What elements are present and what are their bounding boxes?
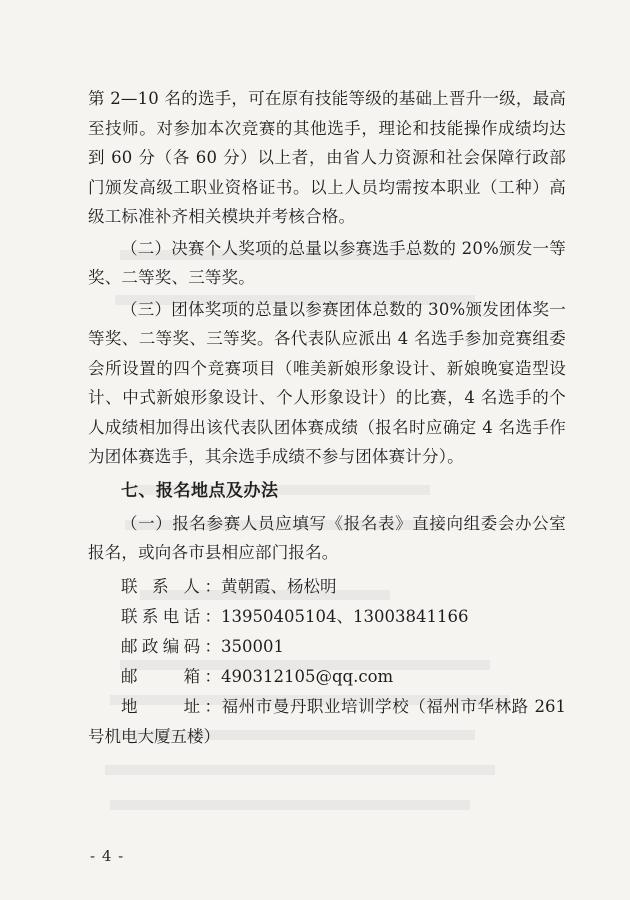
contact-phone-label: 联系电话： [121, 606, 221, 626]
postal-code-row [88, 632, 566, 662]
contact-phone-value: 13950405104、13003841166 [221, 606, 469, 626]
contact-person-row [88, 572, 566, 602]
postal-code-value: 350001 [221, 636, 284, 656]
email-label: 邮 箱： [121, 666, 221, 686]
page-number: - 4 - [90, 847, 125, 865]
address-value: 福州市曼丹职业培训学校（福州市华林路 261 号机电大厦五楼） [88, 696, 566, 746]
contact-phone-row [88, 602, 566, 632]
paragraph-registration: （一）报名参赛人员应填写《报名表》直接向组委会办公室报名，或向各市县相应部门报名。 [88, 513, 566, 562]
address-row [88, 692, 566, 752]
paragraph-continuation: 第 2—10 名的选手，可在原有技能等级的基础上晋升一级，最高至技师。对参加本次竞赛的其他选手，理论和技能操作成绩均达到 60 分（各 60 分）以上者，由省人力资源和社会保障行政部门颁发高级工职业资格证书。以上人员均需按本职业（工种）高级工标准补齐相关模块并考核合格。 [88, 89, 566, 226]
paragraph-team-awards: （三）团体奖项的总量以参赛团体总数的 30%颁发团体奖一等奖、二等奖、三等奖。各代表队应派出 4 名选手参加竞赛组委会所设置的四个竞赛项目（唯美新娘形象设计、新娘晚宴造型设计、中式新娘形象设计、个人形象设计）的比赛，4 名选手的个人成绩相加得出该代表队团体赛成绩（报名时应确定 4 名选手作为团体赛选手，其余选手成绩不参与团体赛计分）。 [88, 299, 566, 466]
document-body [88, 84, 566, 752]
section-heading: 七、报名地点及办法 [121, 480, 279, 501]
contact-list [88, 572, 566, 752]
contact-person-value: 黄朝霞、杨松明 [221, 576, 337, 596]
postal-code-label: 邮政编码： [121, 636, 221, 656]
email-value: 490312105@qq.com [221, 666, 394, 686]
address-label: 地 址： [121, 696, 221, 716]
email-row [88, 662, 566, 692]
contact-person-label: 联 系 人： [121, 576, 221, 596]
paragraph-individual-awards: （二）决赛个人奖项的总量以参赛选手总数的 20%颁发一等奖、二等奖、三等奖。 [88, 238, 566, 287]
